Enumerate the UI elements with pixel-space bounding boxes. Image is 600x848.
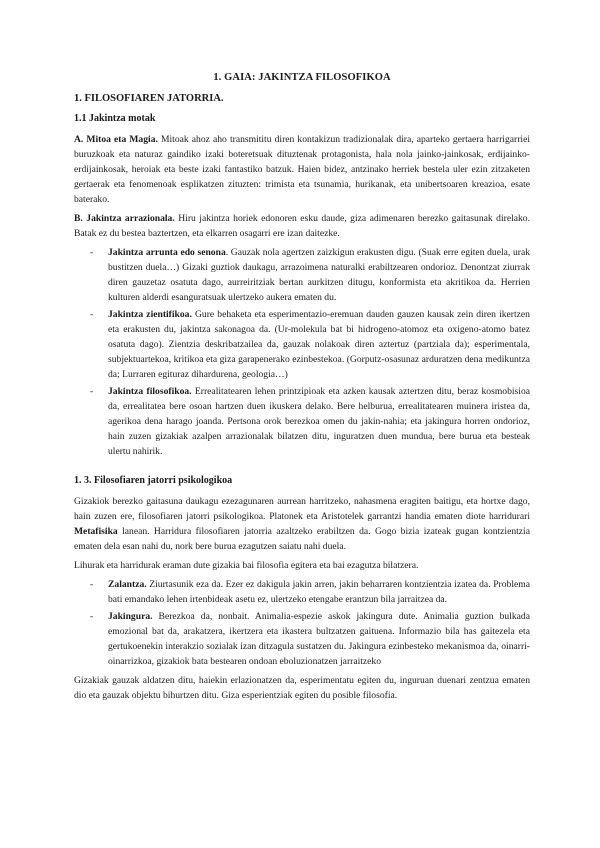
item-text: Ziurtasunik eza da. Ezer ez dakigula jakin arren, jakin beharraren kontzientzia izatea da. Problema bati emandako lehen irtenbideak asetu ez, ulertzeko etengabe erantzun bila jarraitzea da.: [108, 579, 530, 605]
bullet-dash: -: [90, 309, 94, 320]
item-label: Jakintza filosofikoa.: [108, 386, 192, 397]
text-rational-knowledge: Hiru jakintza horiek edonoren esku daude, giza adimenaren berezko gaitasunak direlako. Batak ez du besteа baztertzen, eta elkarren osagarri ere izan daitezke.: [74, 213, 530, 239]
paragraph-human-experience: Gizakiak gauzak aldatzen ditu, haiekin erlazionatzen da, esperimentatu egiten du, inguruan duenari zentzua ematen dio eta gauzak objektu bihurtzen ditu. Giza esperientziak egiten du posible filosofia.: [74, 675, 530, 701]
bullet-dash: -: [90, 247, 94, 258]
text-wonder-b: lanean. Harridura filosofiaren jatorria azaltzeko erabiltzen da. Gogo bizia izateak gugan kontzientzia ematen dela esan nahi du, nork bere burua ezagutzen saiatu nahi duela.: [74, 526, 530, 552]
label-rational-knowledge: B. Jakintza arrazionala.: [74, 213, 175, 224]
paragraph-myth-magic: [74, 132, 530, 207]
list-item: [74, 384, 530, 459]
paragraph-fear-wonder: Lihurak eta harridurak eraman dute gizakia bai filosofia egitera eta bai ezagutza bilatzera.: [74, 560, 419, 571]
list-item: [74, 577, 530, 607]
bullet-dash: -: [90, 579, 94, 590]
paragraph-rational-knowledge: [74, 211, 530, 241]
section-spacer: [74, 463, 530, 475]
list-item: [74, 307, 530, 382]
item-label: Zalantza.: [108, 579, 147, 590]
item-label: Jakintza zientifikoa.: [108, 309, 192, 320]
psychological-origin-list: [74, 577, 530, 669]
list-item: [74, 609, 530, 669]
text-wonder-a: Gizakiok berezko gaitasuna daukagu ezezagunaren aurrean harritzeko, nahasmena eragiten baitigu, eta hortxe dago, hain zuzen ere, filosofiaren jatorri psikologikoa. Platonek eta Aristotelek garrantzi handia ematen diote harridurari: [74, 496, 530, 522]
subsection-heading-knowledge-types: 1.1 Jakintza motak: [74, 113, 156, 124]
label-myth-magic: A. Mitoa eta Magia.: [74, 134, 158, 145]
subsection-heading-psychological-origin: 1. 3. Filosofiaren jatorri psikologikoa: [74, 475, 233, 486]
paragraph-wonder: [74, 494, 530, 554]
text-metaphysics: Metafisika: [74, 526, 118, 537]
bullet-dash: -: [90, 386, 94, 397]
item-label: Jakingura.: [108, 611, 153, 622]
list-item: [74, 245, 530, 305]
knowledge-types-list: [74, 245, 530, 459]
section-heading-origin: 1. FILOSOFIAREN JATORRIA.: [74, 93, 224, 104]
document-title: 1. GAIA: JAKINTZA FILOSOFIKOA: [213, 72, 391, 83]
item-text: Gure behaketa eta esperimentazio-eremuan dauden gauzen kausak zein diren ikertzen eta erakusten du, jakintza sakonagoa da. (Ur-molekula bat bi hidrogeno-atomoz eta oxigeno-atomo batez osatuta dago). Zientzia deskribatzailea da, gauzak nolakoak diren aztertuz (partziala da); esperimentala, subjektuartekoa, kritikoa eta giza garapenerako ezinbestekoa. (Gorputz-osasunaz arduratzen dena medikuntza da; Lurraren egituraz dihardurena, geologia…): [108, 309, 530, 380]
text-myth-magic: Mitoak ahoz aho transmititu diren kontakizun tradizionalak dira, aparteko gertaera harrigarriei buruzkoak eta naturaz gaindiko izaki boteretsuak dituztenak protagonista, hala nola jainko-jainkosak, erdijainko-erdijainkosak, heroiak eta beste izaki fantastiko batzuk. Haien bidez, antzinako herriek bestela uler ezin zitzaketen gertaerak eta fenomenoak esplikatzen zituzten: trimista eta tsunamia, hurikanak, eta unibertsoaren kreazioa, esate baterako.: [74, 134, 530, 205]
item-text: . Gauzak nola agertzen zaizkigun erakusten digu. (Suak erre egiten duela, urak bustitzen duela…) Gizaki guztiok daukagu, arrazoimena naturalki erabiltzearen ondorioz. Denontzat ziurrak diren gauzetaz osatuta dago, aurreiritziak bertan aurkitzen ditugu, konformista eta akritikoa da. Herrien kulturen alderdi esanguratsuak ulertzeko aukera ematen du.: [108, 247, 531, 303]
item-text: Errealitatearen lehen printzipioak eta azken kausak aztertzen ditu, beraz kosmobisioa da, errealitatea bere osoan hartzen duen ikuskera delako. Bere helburua, errealitatearen muinera iristea da, agerikoa dena harago joanda. Pertsona orok berezkoa omen du jakin-nahia; eta jakingura horren ondorioz, hain zuzen gizakiak azalpen arrazionalak bilatzen ditu, inguratzen duen mundua, bere burua eta besteak ulertu nahirik.: [108, 386, 531, 457]
bullet-dash: -: [90, 611, 94, 622]
item-label: Jakintza arrunta edo senona: [108, 247, 226, 258]
item-text: Berezkoa da, nonbait. Animalia-espezie askok jakingura dute. Animalia guztion bulkada emozional bat da, arakatzera, ikertzera eta ikastera bultzatzen gaituena. Informazio bila has gaitezela eta gertukoenekin interakzio sozialak izan ditzagula sustatzen du. Jakingura ezinbesteko mekanismoa da, oinarri-oinarrizkoa, gizakiok bata bestearen ondoan eboluzionatzen jarraitzeko: [108, 611, 530, 667]
